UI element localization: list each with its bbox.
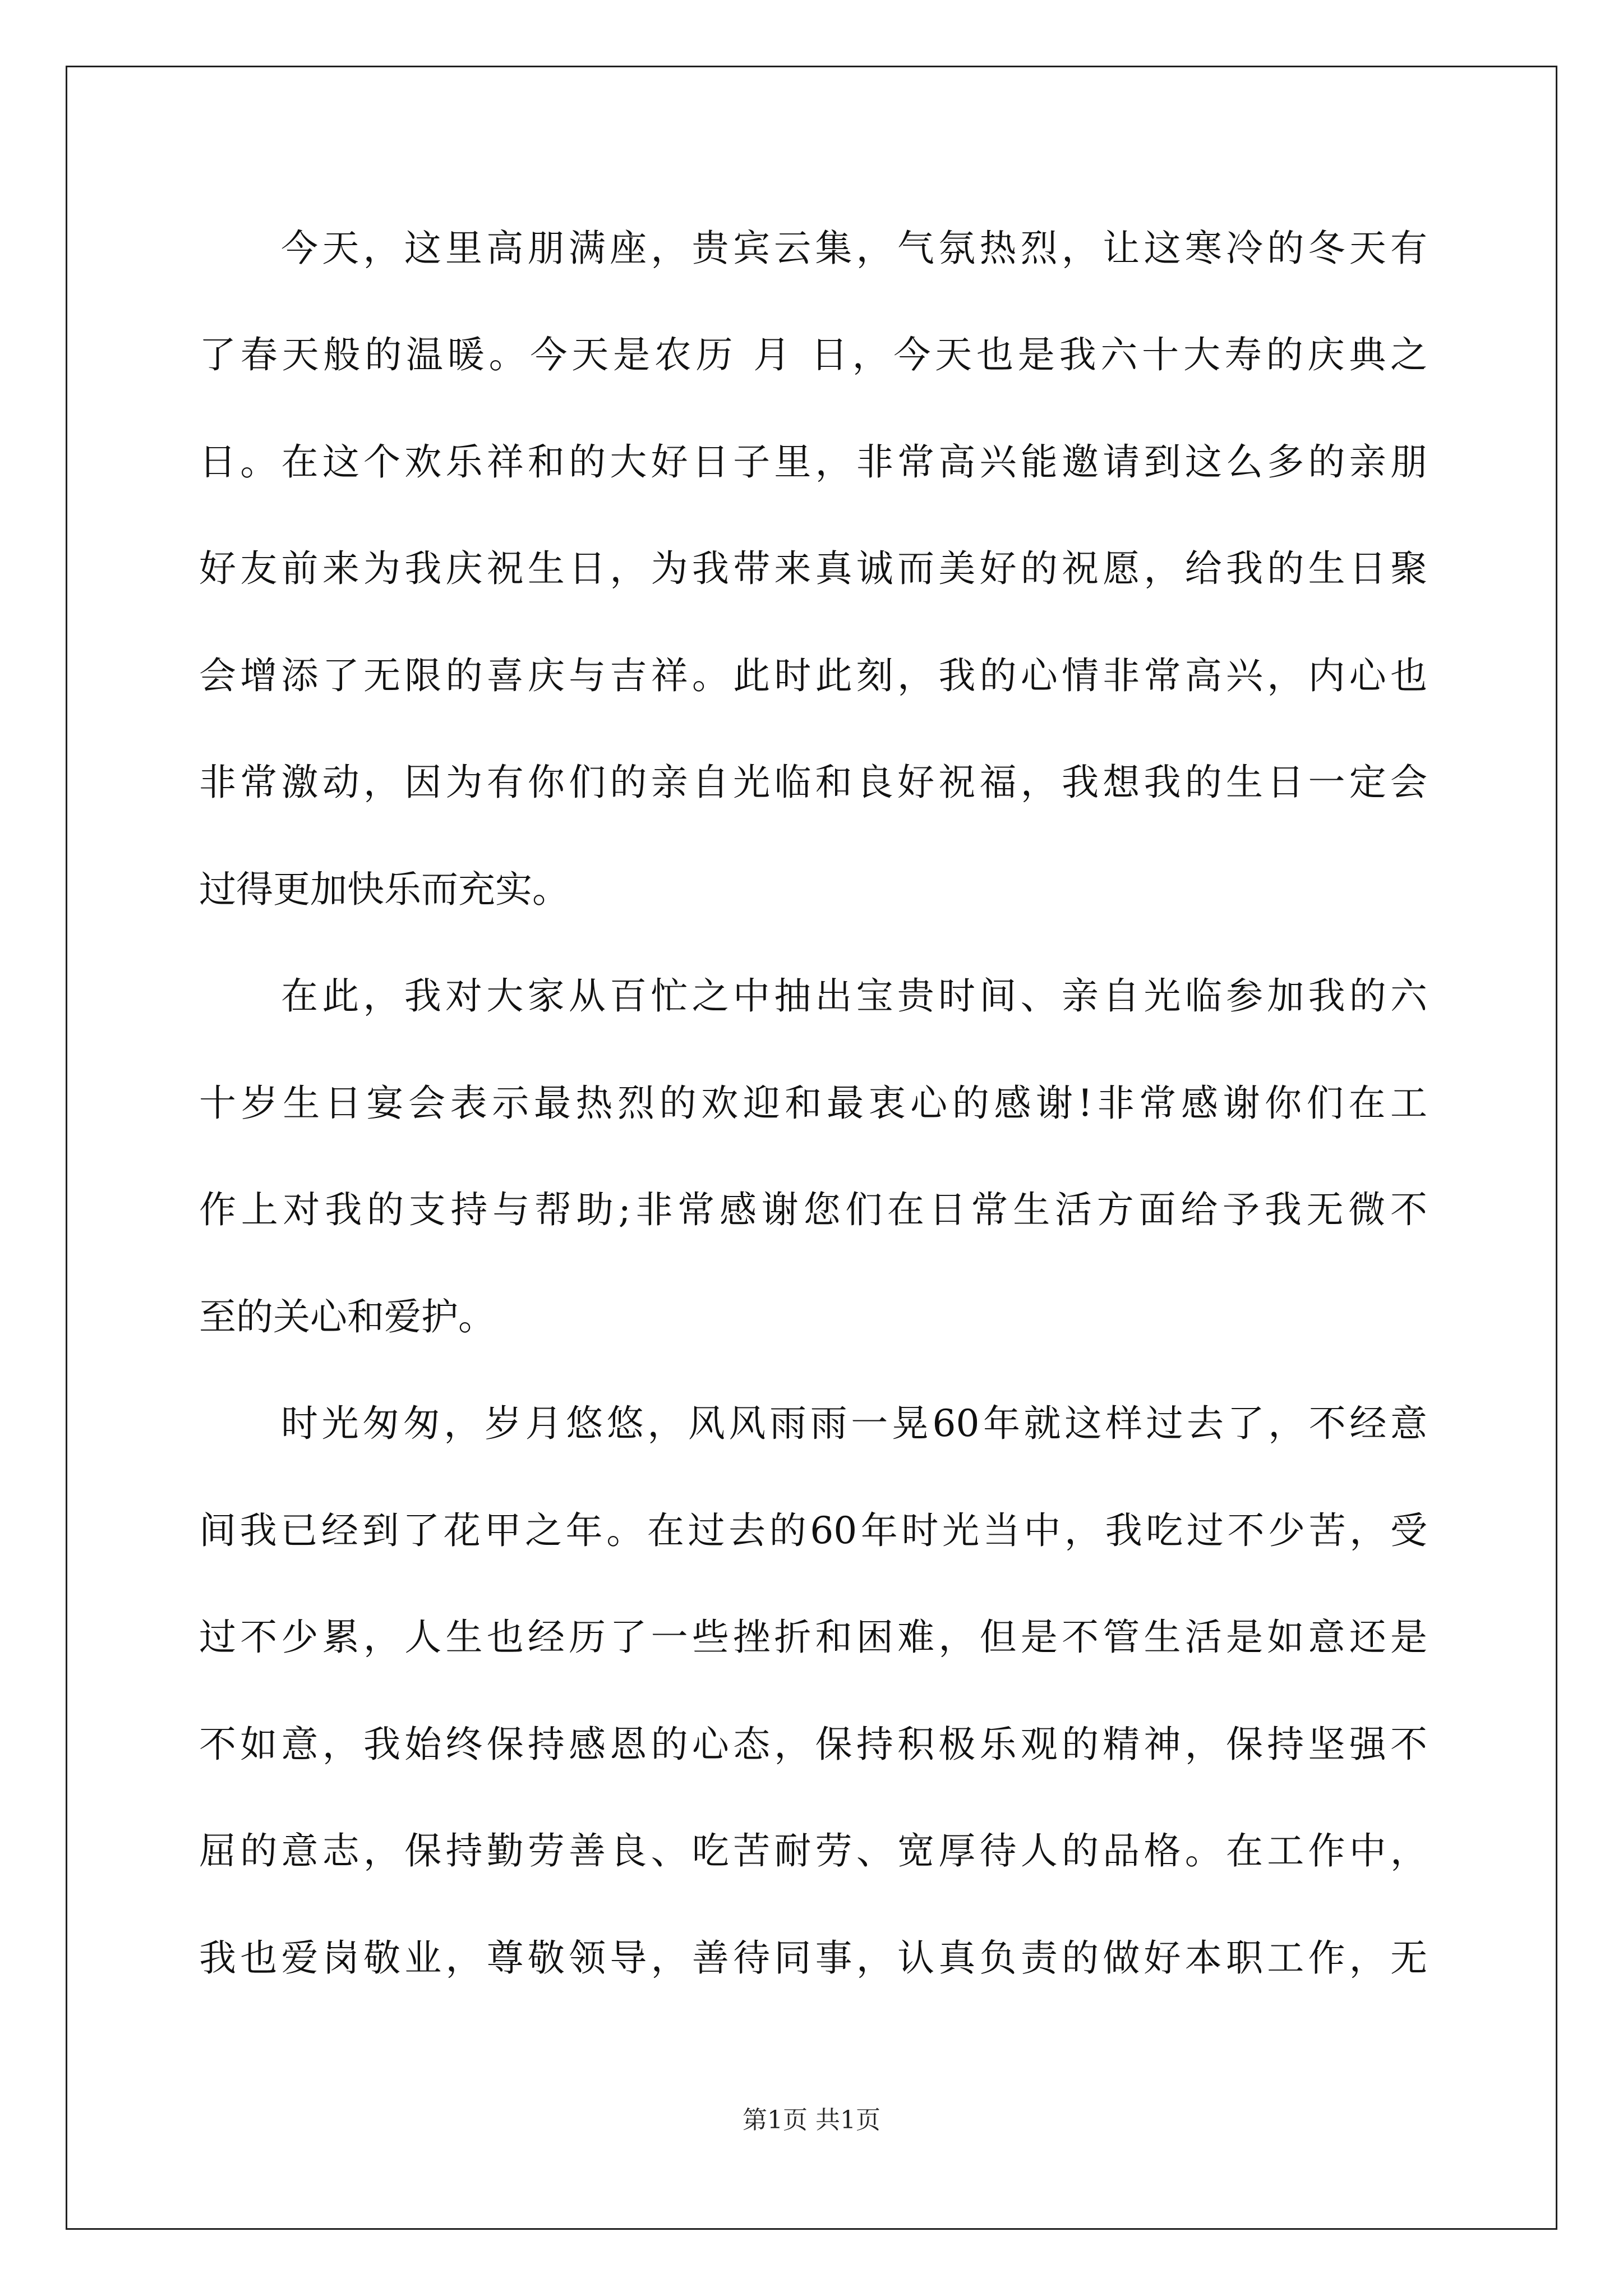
paragraph-1-line-2: 了春天般的温暖。今天是农历 月 日，今天也是我六十大寿的庆典之 [199, 333, 1427, 376]
paragraph-3-line-4: 不如意，我始终保持感恩的心态，保持积极乐观的精神，保持坚强不 [199, 1723, 1427, 1766]
paragraph-1-line-6: 非常激动，因为有你们的亲自光临和良好祝福，我想我的生日一定会 [199, 761, 1427, 804]
paragraph-1-line-4: 好友前来为我庆祝生日，为我带来真诚而美好的祝愿，给我的生日聚 [199, 547, 1427, 590]
paragraph-3-line-2: 间我已经到了花甲之年。在过去的60年时光当中，我吃过不少苦，受 [199, 1509, 1427, 1552]
paragraph-3-line-5: 屈的意志，保持勤劳善良、吃苦耐劳、宽厚待人的品格。在工作中， [199, 1829, 1427, 1872]
paragraph-1-line-5: 会增添了无限的喜庆与吉祥。此时此刻，我的心情非常高兴，内心也 [199, 654, 1427, 697]
page-number-footer: 第1页 共1页 [743, 2106, 880, 2134]
paragraph-2-line-4: 至的关心和爱护。 [199, 1295, 495, 1338]
paragraph-1-line-1: 今天，这里高朋满座，贵宾云集，气氛热烈，让这寒冷的冬天有 [281, 227, 1427, 270]
paragraph-2-line-1: 在此，我对大家从百忙之中抽出宝贵时间、亲自光临参加我的六 [281, 974, 1427, 1018]
paragraph-3-line-1: 时光匆匆，岁月悠悠，风风雨雨一晃60年就这样过去了，不经意 [281, 1402, 1427, 1445]
paragraph-1-line-3: 日。在这个欢乐祥和的大好日子里，非常高兴能邀请到这么多的亲朋 [199, 440, 1427, 484]
paragraph-2-line-2: 十岁生日宴会表示最热烈的欢迎和最衷心的感谢!非常感谢你们在工 [199, 1082, 1427, 1125]
paragraph-3-line-3: 过不少累，人生也经历了一些挫折和困难，但是不管生活是如意还是 [199, 1616, 1427, 1659]
page-border [66, 66, 1557, 2230]
paragraph-2-line-3: 作上对我的支持与帮助;非常感谢您们在日常生活方面给予我无微不 [199, 1188, 1427, 1231]
paragraph-1-line-7: 过得更加快乐而充实。 [199, 868, 569, 911]
paragraph-3-line-6: 我也爱岗敬业，尊敬领导，善待同事，认真负责的做好本职工作，无 [199, 1936, 1427, 1980]
